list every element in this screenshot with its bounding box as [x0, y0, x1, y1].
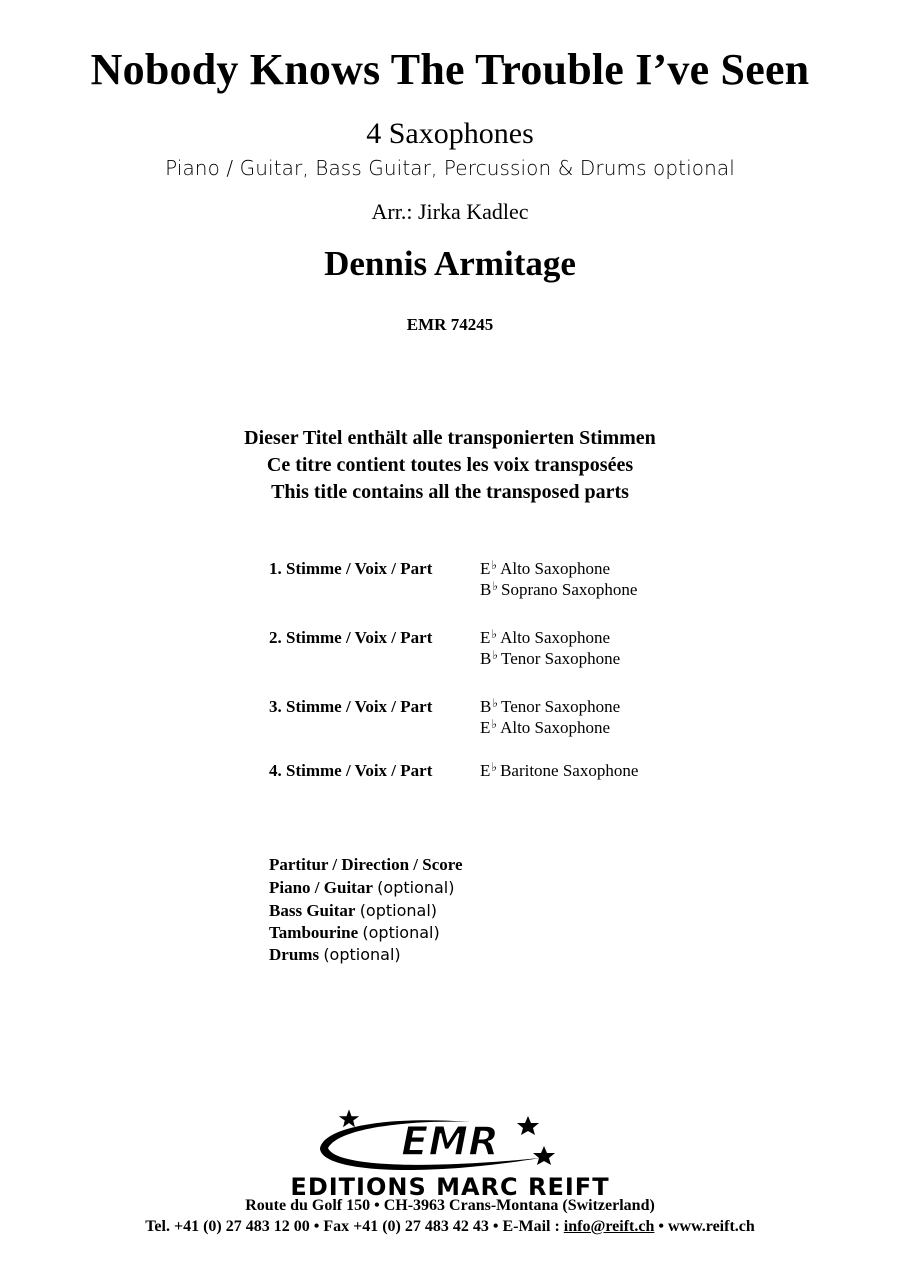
instrument-line: E♭ Baritone Saxophone — [480, 760, 639, 780]
optional-instruments: Piano / Guitar, Bass Guitar, Percussion & Drums optional — [165, 156, 735, 180]
svg-text:EMR: EMR — [401, 1119, 499, 1165]
instrument-line: B♭ Soprano Saxophone — [480, 579, 638, 599]
part-label: 1. Stimme / Voix / Part — [269, 559, 433, 578]
publisher-name: EDITIONS MARC REIFT — [290, 1173, 610, 1201]
part-instruments — [480, 761, 638, 782]
publisher-logo — [300, 1108, 600, 1178]
part-label: 3. Stimme / Voix / Part — [269, 697, 433, 716]
publisher-contact: Tel. +41 (0) 27 483 12 00 • Fax +41 (0) 27 483 42 43 • E-Mail : info@reift.ch • www.reift.ch — [145, 1218, 755, 1235]
flat-sign: ♭ — [491, 717, 498, 731]
instrument-line: B♭ Tenor Saxophone — [480, 696, 621, 716]
flat-sign: ♭ — [492, 648, 499, 662]
extra-item: Partitur / Direction / Score — [269, 855, 463, 874]
extra-item: Drums (optional) — [269, 945, 401, 964]
flat-sign: ♭ — [492, 579, 499, 593]
notice-english: This title contains all the transposed parts — [271, 481, 629, 503]
instrument-line: E♭ Alto Saxophone — [480, 627, 611, 647]
flat-sign: ♭ — [491, 627, 498, 641]
part-label: 2. Stimme / Voix / Part — [269, 628, 433, 647]
part-label: 4. Stimme / Voix / Part — [269, 761, 433, 780]
instrument-line: E♭ Alto Saxophone — [480, 558, 611, 578]
instrument-line: E♭ Alto Saxophone — [480, 717, 611, 737]
notice-french: Ce titre contient toutes les voix transposées — [266, 454, 634, 476]
emr-logo-icon — [300, 1108, 600, 1178]
composer: Dennis Armitage — [324, 244, 576, 283]
publisher-address: Route du Golf 150 • CH-3963 Crans-Montana (Switzerland) — [245, 1197, 655, 1214]
notice-german: Dieser Titel enthält alle transponierten Stimmen — [244, 427, 656, 449]
extra-item: Piano / Guitar (optional) — [269, 878, 455, 897]
instrumentation: 4 Saxophones — [366, 117, 534, 150]
flat-sign: ♭ — [492, 696, 499, 710]
instrument-line: B♭ Tenor Saxophone — [480, 648, 621, 668]
page-title: Nobody Knows The Trouble I’ve Seen — [90, 45, 810, 94]
part-instruments — [480, 697, 620, 739]
flat-sign: ♭ — [491, 558, 498, 572]
extra-item: Bass Guitar (optional) — [269, 901, 438, 920]
email-link[interactable]: info@reift.ch — [563, 1218, 655, 1235]
extra-item: Tambourine (optional) — [269, 923, 440, 942]
catalog-number: EMR 74245 — [406, 315, 494, 334]
part-instruments — [480, 559, 637, 601]
flat-sign: ♭ — [491, 760, 498, 774]
part-instruments — [480, 628, 620, 670]
arranger: Arr.: Jirka Kadlec — [371, 199, 529, 224]
